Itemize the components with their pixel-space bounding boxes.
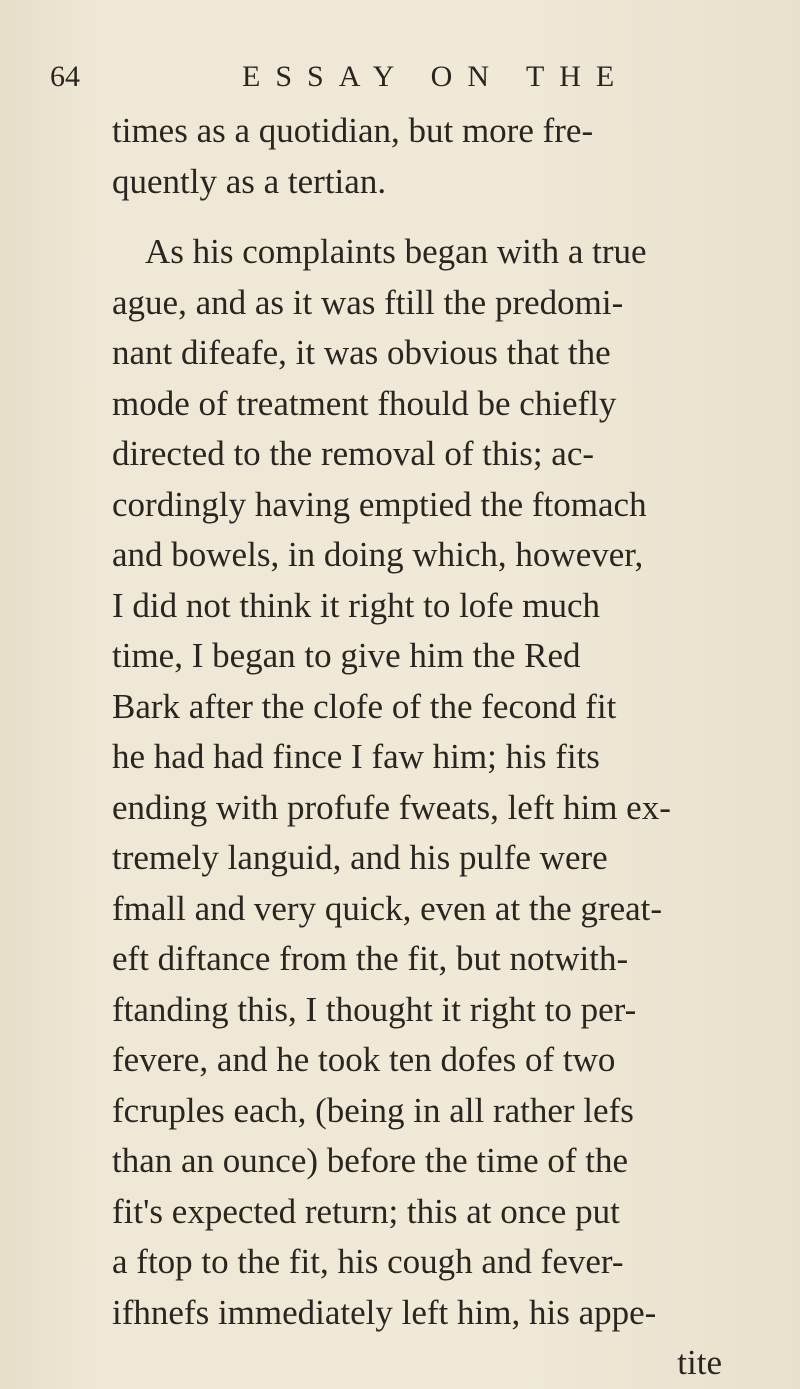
text-line: nant difeafe, it was obvious that the [112, 333, 611, 372]
page-number: 64 [50, 60, 80, 93]
text-line: ague, and as it was ftill the predomi- [112, 282, 624, 322]
text-line: I did not think it right to lofe much [112, 585, 601, 625]
text-line: he had had fince I faw him; his fits [112, 737, 600, 776]
text-line: ending with profufe fweats, left him ex- [112, 787, 671, 827]
text-line: ifhnefs immediately left him, his appe- [112, 1292, 657, 1332]
text-line: than an ounce) before the time of the [112, 1141, 629, 1180]
text-line: a ftop to the fit, his cough and fever- [112, 1242, 624, 1281]
paragraph-start-line: As his complaints began with a true [145, 232, 647, 271]
text-line: fcruples each, (being in all rather lefs [112, 1090, 634, 1130]
text-line: fevere, and he took ten dofes of two [112, 1040, 616, 1079]
text-line: and bowels, in doing which, however, [112, 535, 644, 574]
text-line: Bark after the clofe of the fecond fit [112, 686, 617, 726]
text-line: fit's expected return; this at once put [112, 1191, 620, 1231]
text-line: cordingly having emptied the ftomach [112, 484, 647, 524]
text-line: times as a quotidian, but more fre- [112, 111, 594, 150]
text-line: directed to the removal of this; ac- [112, 434, 595, 473]
text-line: eft diftance from the fit, but notwith- [112, 939, 629, 978]
text-line: time, I began to give him the Red [112, 636, 581, 675]
text-line: fmall and very quick, even at the great- [112, 888, 663, 928]
text-line: tremely languid, and his pulfe were [112, 838, 608, 877]
body-text [112, 106, 792, 1389]
text-line: mode of treatment fhould be chiefly [112, 383, 617, 423]
catchword: tite [677, 1343, 722, 1382]
page-header [50, 60, 650, 100]
text-line: quently as a tertian. [112, 161, 387, 201]
running-head: ESSAY ON THE [242, 60, 630, 93]
text-line: ftanding this, I thought it right to per- [112, 989, 637, 1029]
